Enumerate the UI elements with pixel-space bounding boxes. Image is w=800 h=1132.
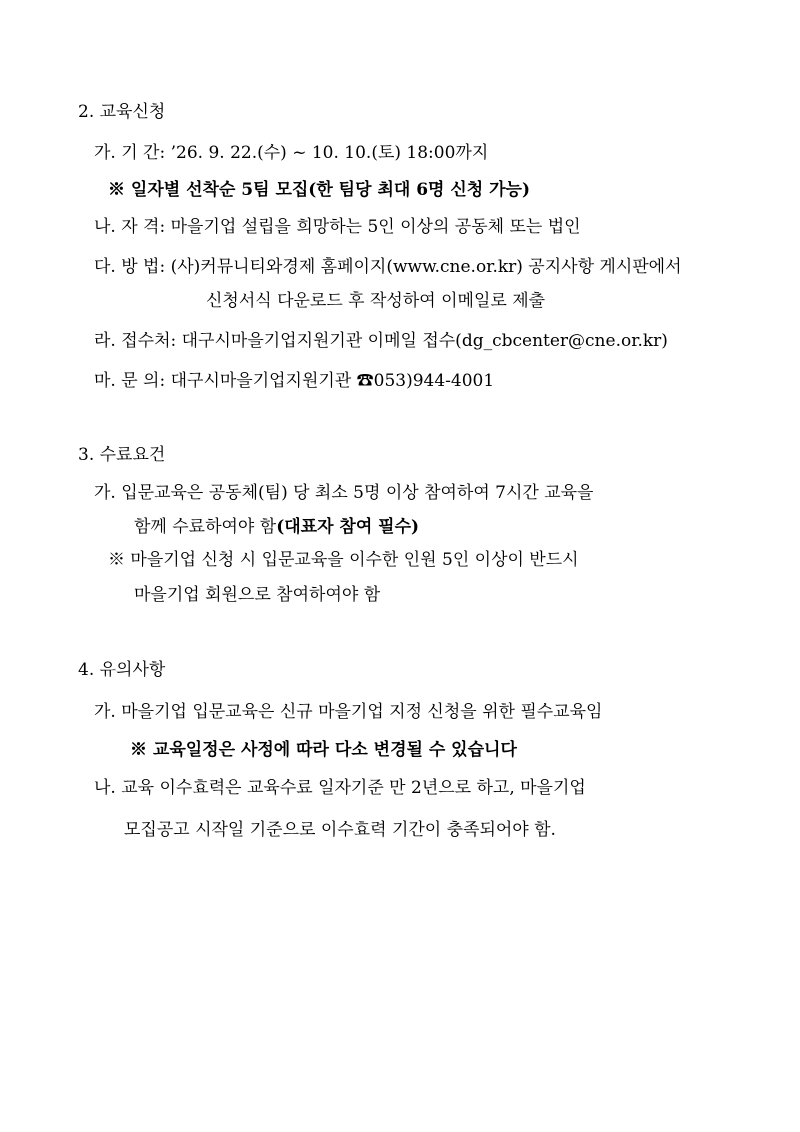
section-heading-cautions: 4. 유의사항 — [78, 660, 166, 680]
application-eligibility: 나. 자 격: 마을기업 설립을 희망하는 5인 이상의 공동체 또는 법인 — [94, 217, 581, 237]
section-heading-application: 2. 교육신청 — [78, 102, 166, 122]
application-period: 가. 기 간: ’26. 9. 22.(수) ~ 10. 10.(토) 18:00까지 — [94, 143, 489, 163]
cautions-item-b-cont: 모집공고 시작일 기준으로 이수효력 기간이 충족되어야 함. — [124, 820, 556, 840]
completion-notice: ※ 마을기업 신청 시 입문교육을 이수한 인원 5인 이상이 반드시 — [108, 550, 579, 570]
completion-item-a-cont — [134, 515, 419, 539]
section-heading-completion: 3. 수료요건 — [78, 445, 166, 465]
completion-item-a: 가. 입문교육은 공동체(팀) 당 최소 5명 이상 참여하여 7시간 교육을 — [94, 483, 594, 503]
cautions-notice: ※ 교육일정은 사정에 따라 다소 변경될 수 있습니다 — [130, 740, 517, 760]
completion-item-a-text: 함께 수료하여야 함 — [134, 517, 277, 537]
completion-notice-cont: 마을기업 회원으로 참여하여야 함 — [134, 585, 381, 605]
completion-representative-note: (대표자 참여 필수) — [276, 517, 420, 537]
application-method: 다. 방 법: (사)커뮤니티와경제 홈페이지(www.cne.or.kr) 공지사항 게시판에서 — [94, 257, 682, 277]
application-reception: 라. 접수처: 대구시마을기업지원기관 이메일 접수(dg_cbcenter@cne.or.kr) — [94, 331, 668, 351]
cautions-item-a: 가. 마을기업 입문교육은 신규 마을기업 지정 신청을 위한 필수교육임 — [94, 702, 603, 722]
application-inquiry: 마. 문 의: 대구시마을기업지원기관 ☎053)944-4001 — [94, 371, 495, 391]
cautions-item-b: 나. 교육 이수효력은 교육수료 일자기준 만 2년으로 하고, 마을기업 — [94, 778, 586, 798]
application-method-cont: 신청서식 다운로드 후 작성하여 이메일로 제출 — [206, 291, 546, 311]
application-notice: ※ 일자별 선착순 5팀 모집(한 팀당 최대 6명 신청 가능) — [108, 180, 531, 200]
